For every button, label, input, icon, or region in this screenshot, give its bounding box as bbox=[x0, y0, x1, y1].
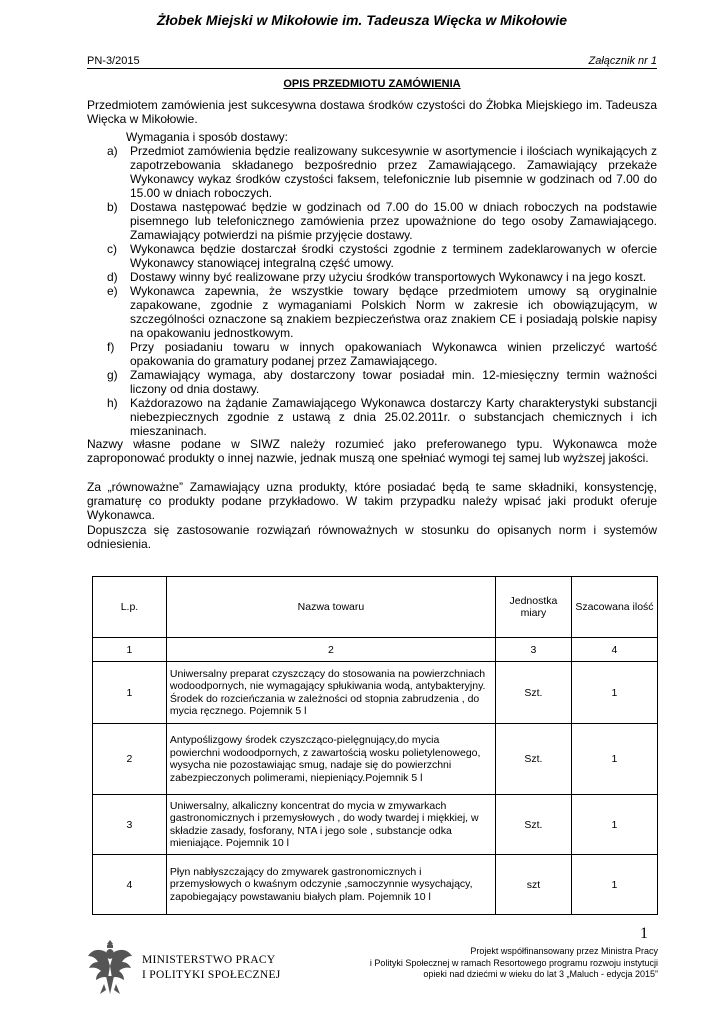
list-item bbox=[87, 340, 657, 368]
table-cell: 4 bbox=[571, 638, 657, 662]
intro-paragraph: Przedmiotem zamówienia jest sukcesywna dostawa środków czystości do Żłobka Miejskiego im. Tadeusza Więcka w Mikołowie. bbox=[87, 98, 657, 126]
paragraph-brand-names: Nazwy własne podane w SIWZ należy rozumieć jako preferowanego typu. Wykonawca może zaproponować produkty o innej nazwie, jednak muszą one spełniać wymogi tej samej lub wyższej jakości. bbox=[87, 437, 657, 465]
table-numbering-row bbox=[93, 638, 658, 662]
list-item-letter: g) bbox=[107, 368, 118, 382]
table-cell: Szt. bbox=[495, 795, 571, 855]
footer-line: Projekt współfinansowany przez Ministra Pracy bbox=[470, 946, 658, 956]
table-cell: 3 bbox=[93, 795, 167, 855]
table-cell: 1 bbox=[571, 855, 657, 915]
list-item bbox=[87, 200, 657, 242]
table-cell: Szt. bbox=[495, 724, 571, 795]
list-item-text: Każdorazowo na żądanie Zamawiającego Wykonawca dostarczy Karty charakterystyki substancji niebezpiecznych zgodnie z ustawą z dnia 25.02.2011r. o substancjach chemicznych i ich mieszaninach. bbox=[130, 396, 657, 438]
paragraph-standards: Dopuszcza się zastosowanie rozwiązań równoważnych w stosunku do opisanych norm i systemów odniesienia. bbox=[87, 523, 657, 551]
table-cell: 1 bbox=[93, 662, 167, 724]
ministry-line: MINISTERSTWO PRACY bbox=[142, 954, 276, 966]
list-item bbox=[87, 368, 657, 396]
list-item-text: Przy posiadaniu towaru w innych opakowaniach Wykonawca winien przeliczyć wartość opakowania do gramatury podanej przez Zamawiającego. bbox=[130, 340, 657, 368]
table-cell: 2 bbox=[166, 638, 495, 662]
eagle-emblem-icon bbox=[86, 936, 134, 998]
table-cell: 1 bbox=[571, 724, 657, 795]
table-header-row bbox=[93, 577, 658, 638]
header-title: Żłobek Miejski w Mikołowie im. Tadeusza Więcka w Mikołowie bbox=[156, 12, 568, 28]
table-cell: 4 bbox=[93, 855, 167, 915]
header-lp: L.p. bbox=[93, 577, 167, 638]
list-item bbox=[87, 396, 657, 438]
reference-number: PN-3/2015 bbox=[87, 55, 140, 67]
table-row bbox=[93, 855, 658, 915]
list-item bbox=[87, 144, 657, 200]
table-cell: Płyn nabłyszczający do zmywarek gastronomicznych i przemysłowych o kwaśnym odczynie ,samoczynnie wysychający, zapobiegający powstawaniu białych plam. Pojemnik 10 l bbox=[166, 855, 495, 915]
header-divider bbox=[87, 68, 657, 69]
table-cell: szt bbox=[495, 855, 571, 915]
list-item-letter: h) bbox=[107, 396, 118, 410]
table-cell: 3 bbox=[495, 638, 571, 662]
items-table bbox=[92, 576, 658, 915]
attachment-label: Załącznik nr 1 bbox=[588, 55, 657, 67]
requirements-heading: Wymagania i sposób dostawy: bbox=[126, 130, 288, 144]
list-item-letter: a) bbox=[107, 144, 118, 158]
table-cell: Uniwersalny preparat czyszczący do stosowania na powierzchniach wodoodpornych, nie wymagający spłukiwania wodą, antybakteryjny. Środek do rozcieńczania w zależności od stopnia zabrudzenia , do mycia ręcznego. Pojemnik 5 l bbox=[166, 662, 495, 724]
list-item-text: Przedmiot zamówienia będzie realizowany sukcesywnie w asortymencie i ilościach wynikających z zapotrzebowania składanego bezpośrednio przez Zamawiającego. Zamawiający przekaże Wykonawcy wykaz środków czystości faksem, telefonicznie lub pisemnie w godzinach od 7.00 do 15.00 w dniach roboczych. bbox=[130, 144, 657, 200]
list-item bbox=[87, 242, 657, 270]
list-item bbox=[87, 284, 657, 340]
table-cell: 1 bbox=[571, 795, 657, 855]
table-cell: Uniwersalny, alkaliczny koncentrat do mycia w zmywarkach gastronomicznych i przemysłowych , do wody twardej i miękkiej, w składzie zasady, fosforany, NTA i jego sole , substancje odka mieniające. Pojemnik 10 l bbox=[166, 795, 495, 855]
footer-note bbox=[330, 946, 658, 981]
list-item-text: Dostawy winny być realizowane przy użyciu środków transportowych Wykonawcy i na jego koszt. bbox=[130, 270, 647, 284]
footer-line: i Polityki Społecznej w ramach Resortowego programu rozwoju instytucji bbox=[369, 957, 658, 968]
table-row bbox=[93, 662, 658, 724]
list-item-letter: c) bbox=[107, 242, 117, 256]
footer-line: opieki nad dziećmi w wieku do lat 3 „Maluch - edycja 2015” bbox=[423, 969, 658, 979]
page-number: 1 bbox=[640, 925, 648, 942]
list-item-text: Wykonawca zapewnia, że wszystkie towary będące przedmiotem umowy są oryginalnie zapakowane, zgodnie z wymaganiami Polskich Norm w zakresie ich obowiązującym, w szczególności oznaczone są znakiem bezpieczeństwa oraz znakiem CE i posiadają polskie napisy na opakowaniu jednostkowym. bbox=[130, 284, 657, 340]
document-title: OPIS PRZEDMIOTU ZAMÓWIENIA bbox=[283, 78, 461, 90]
table-cell: 2 bbox=[93, 724, 167, 795]
ministry-name bbox=[142, 953, 281, 983]
list-item-text: Wykonawca będzie dostarczał środki czystości zgodnie z terminem zadeklarowanych w ofercie Wykonawcy stanowiącej integralną część umowy. bbox=[130, 242, 657, 270]
table-row bbox=[93, 795, 658, 855]
paragraph-equivalents: Za „równoważne” Zamawiający uzna produkty, które posiadać będą te same składniki, konsystencję, gramaturę co produkty podane przykładowo. W takim przypadku należy wpisać jaki produkt oferuje Wykonawca. bbox=[87, 480, 657, 522]
header-name: Nazwa towaru bbox=[166, 577, 495, 638]
list-item-letter: d) bbox=[107, 270, 118, 284]
list-item bbox=[87, 270, 657, 284]
list-item-letter: e) bbox=[107, 284, 118, 298]
list-item-letter: b) bbox=[107, 200, 118, 214]
table-cell: Szt. bbox=[495, 662, 571, 724]
table-row bbox=[93, 724, 658, 795]
list-item-text: Dostawa następować będzie w godzinach od 7.00 do 15.00 w dniach roboczych na podstawie pisemnego lub telefonicznego zamówienia przez upoważnione do tego osoby Zamawiającego. Zamawiający potwierdzi na piśmie przyjęcie dostawy. bbox=[130, 200, 657, 242]
header-qty: Szacowana ilość bbox=[571, 577, 657, 638]
table-cell: 1 bbox=[571, 662, 657, 724]
ministry-line: I POLITYKI SPOŁECZNEJ bbox=[142, 969, 281, 981]
list-item-letter: f) bbox=[107, 340, 115, 354]
list-item-text: Zamawiający wymaga, aby dostarczony towar posiadał min. 12-miesięczny termin ważności liczony od dnia dostawy. bbox=[130, 368, 657, 396]
header-unit: Jednostka miary bbox=[495, 577, 571, 638]
requirements-list bbox=[87, 144, 657, 438]
table-cell: Antypoślizgowy środek czyszcząco-pielęgnujący,do mycia powierchni wodoodpornych, z zawartością wosku polietylenowego, wysycha nie pozostawiając smug, nadaje się do powierzchni zabezpieczonych polimerami, niepieniący.Pojemnik 5 l bbox=[166, 724, 495, 795]
table-cell: 1 bbox=[93, 638, 167, 662]
